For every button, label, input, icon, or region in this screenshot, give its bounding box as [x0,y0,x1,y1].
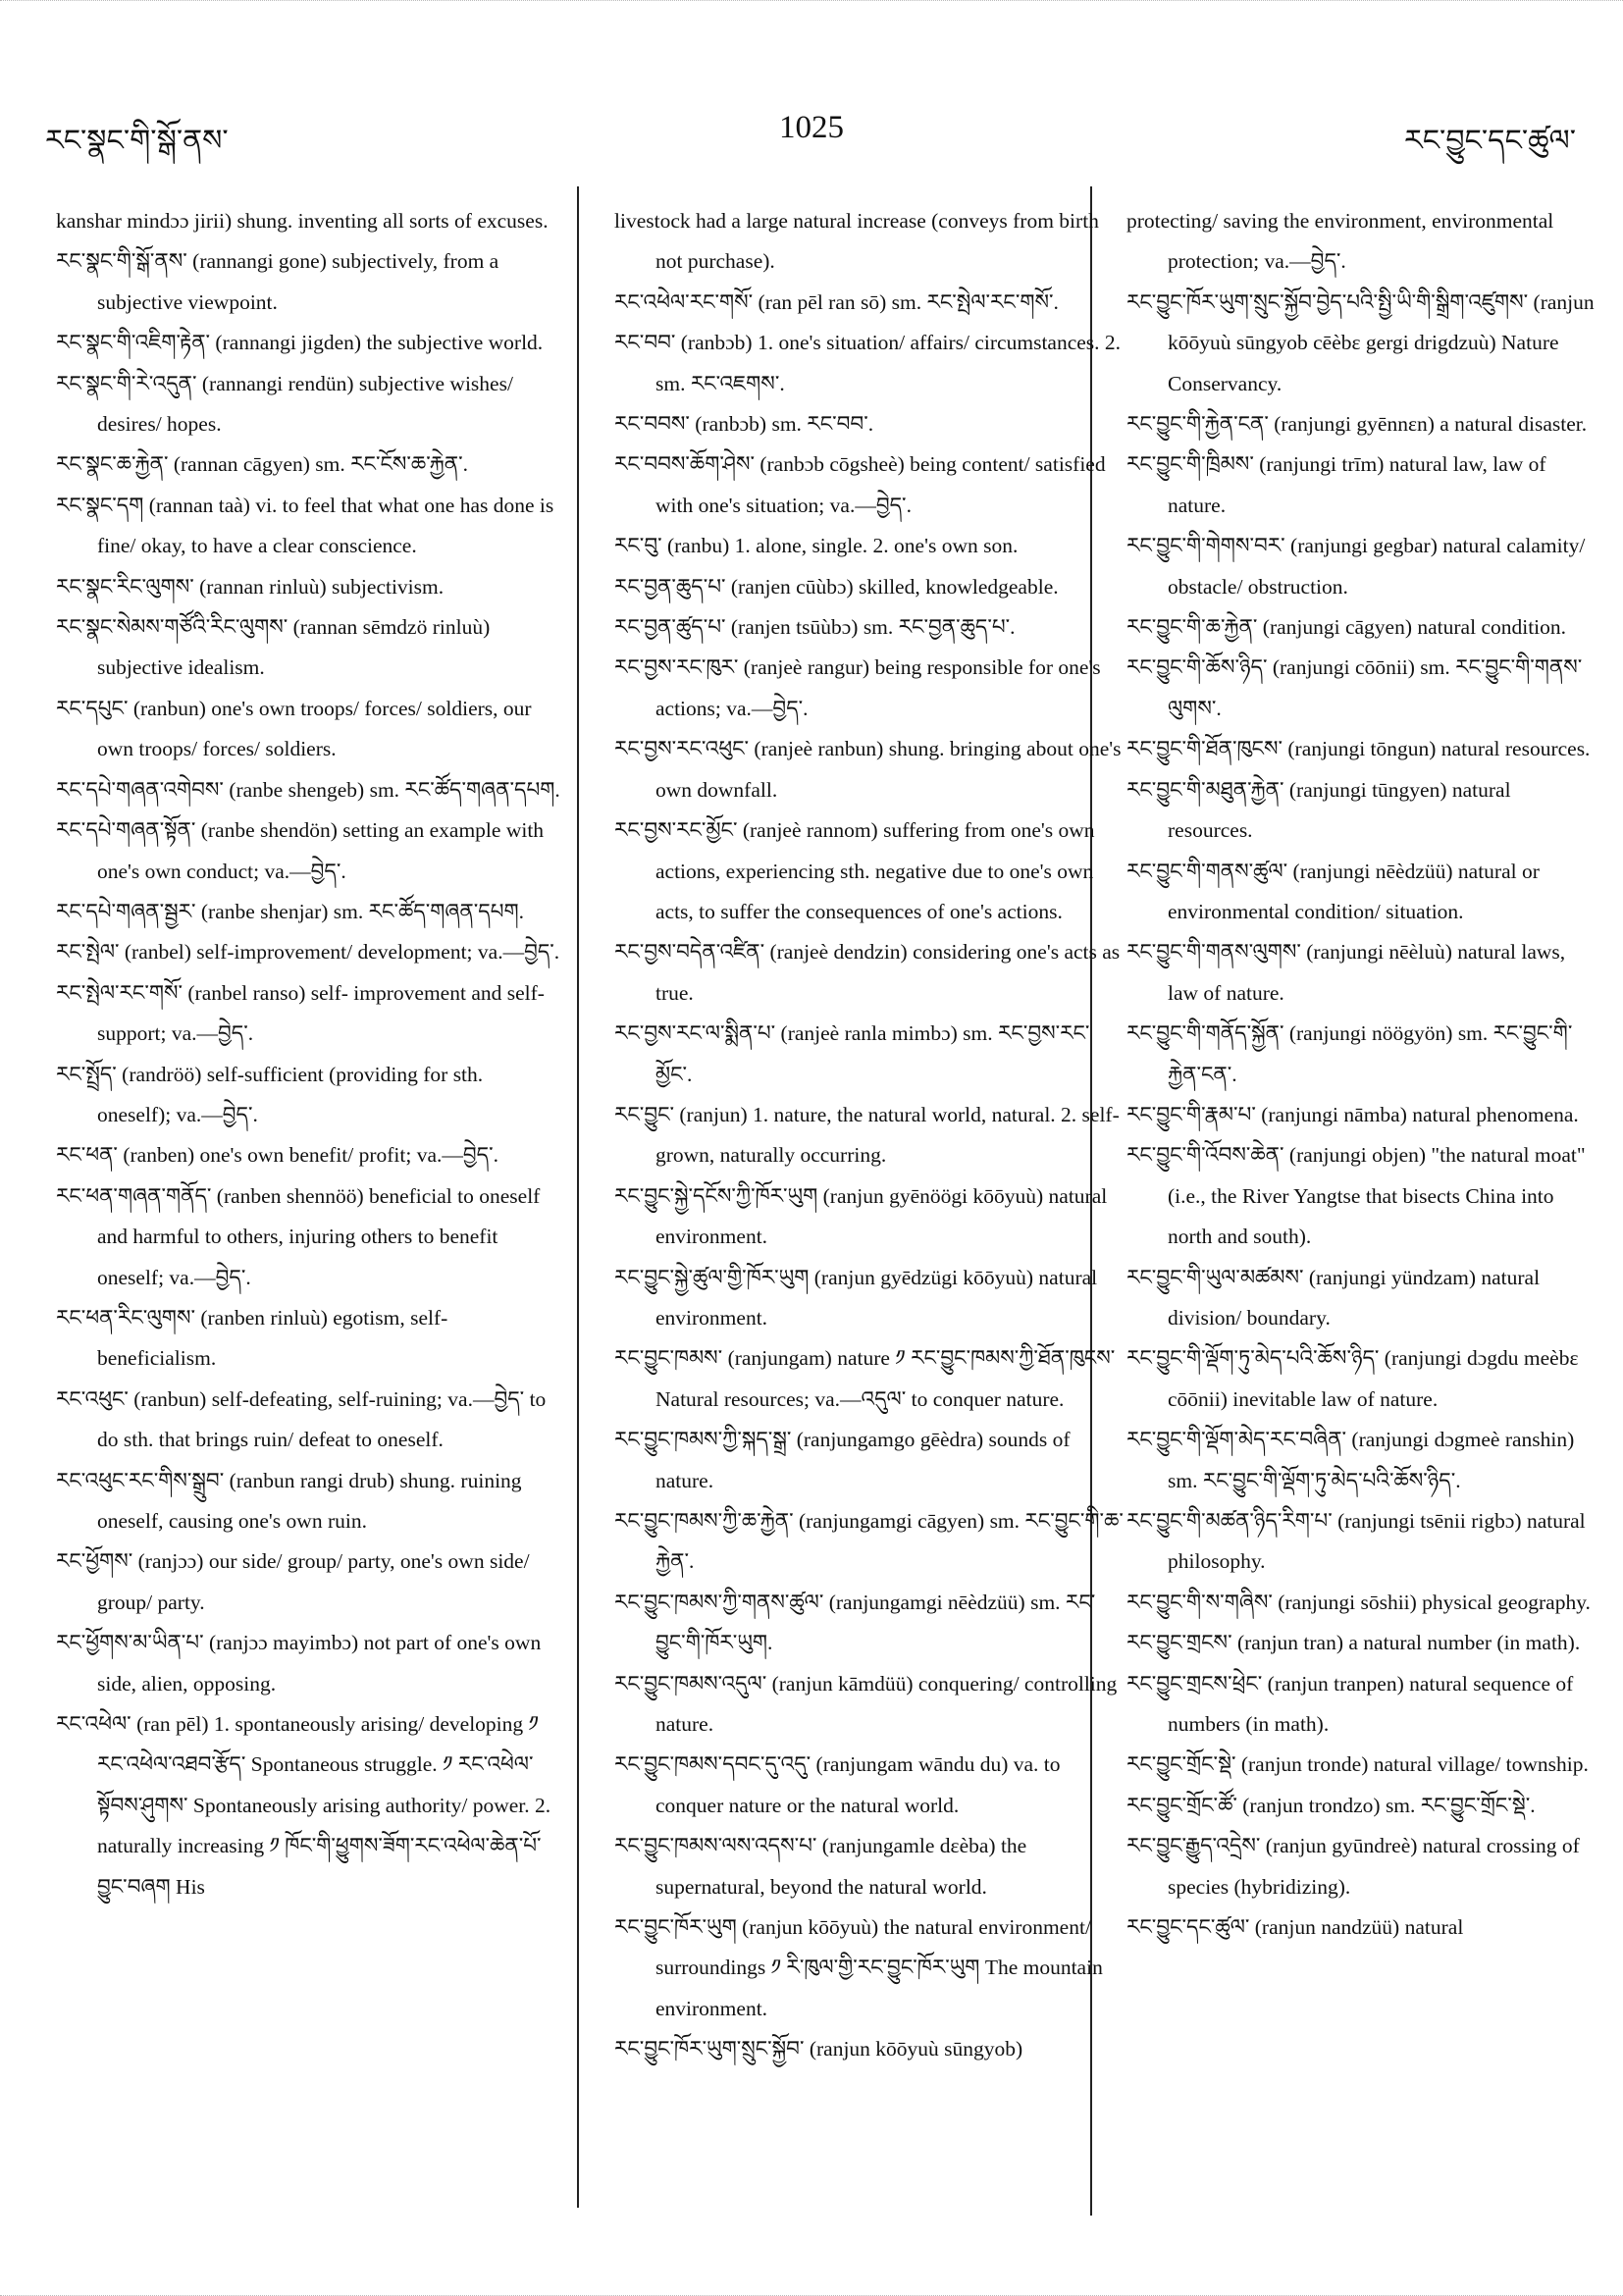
dictionary-entry: རང་སྤྲོད་ (randröö) self-sufficient (providing for sth. oneself); va.—བྱེད་. [56,1062,484,1126]
dictionary-entry: protecting/ saving the environment, environmental protection; va.—བྱེད་. [1126,209,1554,274]
dictionary-entry: རང་བྱུང་གི་གེགས་བར་ (ranjungi gegbar) natural calamity/ obstacle/ obstruction. [1126,534,1586,599]
column-left [56,201,561,1907]
dictionary-entry: རང་བྱུང་གི་རྐྱེན་ངན་ (ranjungi gyēnnɛn) a natural disaster. [1126,412,1588,437]
dictionary-entry: རང་བྱུང་གྲོང་ཚོ་ (ranjun trondzo) sm. རང་བྱུང་གྲོང་སྡེ་. [1126,1793,1536,1817]
dictionary-entry: རང་བྱུང་གི་གནོད་སྐྱོན་ (ranjungi nöögyön) sm. རང་བྱུང་གི་རྐྱེན་ངན་. [1126,1021,1573,1086]
dictionary-entry: རང་ཕན་ (ranben) one's own benefit/ profit; va.—བྱེད་. [56,1143,499,1168]
dictionary-entry: livestock had a large natural increase (conveys from birth not purchase). [614,209,1099,274]
dictionary-entry: རང་བྱུང་ཁམས་དབང་དུ་འདུ་ (ranjungam wāndu du) va. to conquer nature or the natural world. [614,1752,1061,1817]
dictionary-entry: རང་བབས་ཆོག་ཤེས་ (ranbɔb cōgsheè) being content/ satisfied with one's situation; va.—བྱེད་. [614,452,1106,517]
dictionary-entry: རང་ཕྱོགས་ (ranjɔɔ) our side/ group/ party, one's own side/ group/ party. [56,1549,530,1614]
dictionary-entry: རང་བྱུང་ (ranjun) 1. nature, the natural world, natural. 2. self-grown, naturally occurring. [614,1102,1120,1168]
left-guide-word: རང་སྣང་གི་སྒོ་ནས་ [45,124,229,158]
dictionary-entry: རང་བྱུང་གྲངས་ཕྲེང་ (ranjun tranpen) natural sequence of numbers (in math). [1126,1671,1574,1737]
dictionary-entry: རང་བྱན་ཚུད་པ་ (ranjen tsūùbɔ) sm. རང་བྱན་ཆུད་པ་. [614,615,1016,640]
dictionary-entry: རང་འཕེལ་ (ran pēl) 1. spontaneously arising/ developing ༡ རང་འཕེལ་འཐབ་རྩོད་ Spontaneous struggle. ༡ རང་འཕེལ་སྟོབས་ཤུགས་ Spontaneously arising authority/ power. 2. naturally increasing ༡ ཁོང་གི་ཕྱུགས་ཟོག་རང་འཕེལ་ཆེན་པོ་བྱུང་བཞག His [56,1712,551,1899]
dictionary-entry: རང་སྣང་སེམས་གཙོའི་རིང་ལུགས་ (rannan sēmdzö rinluù) subjective idealism. [56,615,491,680]
dictionary-entry: རང་བྱུང་གི་ཡུལ་མཚམས་ (ranjungi yündzam) natural division/ boundary. [1126,1265,1541,1330]
column-right [1126,201,1599,1948]
dictionary-entry: རང་དཔུང་ (ranbun) one's own troops/ forces/ soldiers, our own troops/ forces/ soldiers. [56,696,532,761]
dictionary-entry: kanshar mindɔɔ jirii) shung. inventing all sorts of excuses. [56,209,549,233]
dictionary-entry: རང་བྱུང་གི་ཆ་རྐྱེན་ (ranjungi cāgyen) natural condition. [1126,615,1567,640]
dictionary-entry: རང་ཕན་གཞན་གནོད་ (ranben shennöö) beneficial to oneself and harmful to others, injuring others to benefit oneself; va.—བྱེད་. [56,1183,541,1289]
dictionary-entry: རང་སྣང་གི་འཇིག་རྟེན་ (rannangi jigden) the subjective world. [56,331,544,355]
column-divider-1 [577,186,579,2208]
dictionary-entry: རང་བྱུང་གྲངས་ (ranjun tran) a natural number (in math). [1126,1631,1581,1655]
dictionary-entry: རང་བྱུང་གི་མཐུན་རྐྱེན་ (ranjungi tūngyen) natural resources. [1126,777,1511,843]
top-edge-marks [0,0,1623,13]
dictionary-entry: རང་བྱུང་ཁམས་ལས་འདས་པ་ (ranjungamle dɛèba) the supernatural, beyond the natural world. [614,1834,1027,1899]
dictionary-entry: རང་ཕྱོགས་མ་ཡིན་པ་ (ranjɔɔ mayimbɔ) not part of one's own side, alien, opposing. [56,1631,542,1696]
dictionary-entry: རང་ཕན་རིང་ལུགས་ (ranben rinluù) egotism, self-beneficialism. [56,1305,448,1371]
page-number: 1025 [779,110,844,145]
dictionary-entry: རང་བྱུང་གི་གནས་ཚུལ་ (ranjungi nēèdzüü) natural or environmental condition/ situation. [1126,859,1540,923]
dictionary-entry: རང་བྱས་རང་ལ་སྨིན་པ་ (ranjeè ranla mimbɔ) sm. རང་བྱས་རང་མྱོང་. [614,1021,1090,1086]
dictionary-entry: རང་སྣང་རིང་ལུགས་ (rannan rinluù) subjectivism. [56,574,445,599]
dictionary-entry: རང་བྱས་བདེན་འཛིན་ (ranjeè dendzin) considering one's acts as true. [614,940,1121,1005]
dictionary-entry: རང་བྱུང་ཁོར་ཡུག (ranjun kōōyuù) the natural environment/ surroundings ༡ རི་ཁུལ་གྱི་རང་བྱུང་ཁོར་ཡུག The mountain environment. [614,1915,1103,2020]
dictionary-entry: རང་བྱུང་ཁམས་ཀྱི་སྐད་སྒྲ་ (ranjungamgo gēèdra) sounds of nature. [614,1428,1071,1492]
bottom-edge-marks [0,2285,1623,2296]
dictionary-entry: རང་བྱུང་ཁོར་ཡུག་སྲུང་སྐྱོབ་ (ranjun kōōyuù sūngyob) [614,2037,1023,2061]
dictionary-entry: རང་བྱུང་ཁོར་ཡུག་སྲུང་སྐྱོབ་བྱེད་པའི་སྤྱི་ཡི་གི་སྒྲིག་འཛུགས་ (ranjun kōōyuù sūngyob cēèbɛ gergi drigdzuù) Nature Conservancy. [1126,289,1595,395]
dictionary-entry: རང་སྣང་གི་རེ་འདུན་ (rannangi rendün) subjective wishes/ desires/ hopes. [56,371,513,437]
dictionary-entry: རང་བྱུང་གི་འོབས་ཆེན་ (ranjungi objen) "the natural moat" (i.e., the River Yangtse that bisects China into north and south). [1126,1143,1586,1249]
dictionary-entry: རང་བྱུང་གི་མཚན་ཉིད་རིག་པ་ (ranjungi tsēnii rigbɔ) natural philosophy. [1126,1509,1586,1574]
dictionary-entry: རང་བྱུང་སྐྱེ་ཚུལ་གྱི་ཁོར་ཡུག (ranjun gyēdzügi kōōyuù) natural environment. [614,1265,1098,1330]
dictionary-entry: རང་བྱུང་གི་ལྡོག་མེད་རང་བཞིན་ (ranjungi dɔgmeè ranshin) sm. རང་བྱུང་གི་ལྡོག་ཏུ་མེད་པའི་ཆོས་ཉིད་. [1126,1428,1575,1492]
dictionary-entry: རང་བྱུང་སྐྱེ་དངོས་ཀྱི་ཁོར་ཡུག (ranjun gyēnöögi kōōyuù) natural environment. [614,1183,1108,1249]
dictionary-entry: རང་འཕེལ་རང་གསོ་ (ran pēl ran sō) sm. རང་སྤེལ་རང་གསོ་. [614,289,1059,314]
dictionary-entry: རང་བབ་ (ranbɔb) 1. one's situation/ affairs/ circumstances. 2. sm. རང་འཇགས་. [614,331,1122,395]
dictionary-entry: རང་བྱུང་གྲོང་སྡེ་ (ranjun tronde) natural village/ township. [1126,1752,1589,1777]
dictionary-entry: རང་དཔེ་གཞན་སྦྱར་ (ranbe shenjar) sm. རང་ཚོད་གཞན་དཔག. [56,899,525,923]
dictionary-entry: རང་བྱས་རང་མྱོང་ (ranjeè rannom) suffering from one's own actions, experiencing sth. negative due to one's own acts, to suffer the consequences of one's actions. [614,818,1095,923]
dictionary-entry: རང་འཕུང་ (ranbun) self-defeating, self-ruining; va.—བྱེད་ to do sth. that brings ruin/ defeat to oneself. [56,1386,547,1452]
dictionary-entry: རང་བྱུང་ཁམས་ཀྱི་གནས་ཚུལ་ (ranjungamgi nēèdzüü) sm. རང་བྱུང་གི་ཁོར་ཡུག. [614,1590,1096,1655]
dictionary-entry: རང་བྱུང་གི་ཐོན་ཁུངས་ (ranjungi tōngun) natural resources. [1126,737,1591,761]
dictionary-entry: རང་བྱུང་གི་ས་གཞིས་ (ranjungi sōshii) physical geography. [1126,1590,1591,1614]
dictionary-entry: རང་སྣང་གི་སྒོ་ནས་ (rannangi gone) subjectively, from a subjective viewpoint. [56,249,499,314]
dictionary-entry: རང་བྱུང་ཁམས་ (ranjungam) nature ༡ རང་བྱུང་ཁམས་ཀྱི་ཐོན་ཁུངས་ Natural resources; va.—འདུལ་ to conquer nature. [614,1346,1116,1411]
dictionary-entry: རང་བྱུང་གི་གནས་ལུགས་ (ranjungi nēèluù) natural laws, law of nature. [1126,940,1566,1005]
dictionary-entry: རང་སྣང་ཆ་རྐྱེན་ (rannan cāgyen) sm. རང་ངོས་ཆ་རྐྱེན་. [56,452,469,477]
dictionary-entry: རང་དཔེ་གཞན་སྟོན་ (ranbe shendön) setting an example with one's own conduct; va.—བྱེད་. [56,818,545,883]
dictionary-entry: རང་བྱན་ཆུད་པ་ (ranjen cūùbɔ) skilled, knowledgeable. [614,574,1059,599]
dictionary-entry: རང་བྱས་རང་འཕུང་ (ranjeè ranbun) shung. bringing about one's own downfall. [614,737,1122,802]
dictionary-entry: རང་བབས་ (ranbɔb) sm. རང་བབ་. [614,412,874,437]
dictionary-entry: རང་བྱུང་ཁམས་འདུལ་ (ranjun kāmdüü) conquering/ controlling nature. [614,1671,1118,1737]
dictionary-entry: རང་བྱུང་རྒྱུད་འདྲེས་ (ranjun gyūndreè) natural crossing of species (hybridizing). [1126,1834,1580,1899]
dictionary-entry: རང་སྤེལ་ (ranbel) self-improvement/ development; va.—བྱེད་. [56,940,560,965]
right-guide-word: རང་བྱུང་དང་ཚུལ་ [1404,124,1576,158]
dictionary-entry: རང་བྱས་རང་ཁུར་ (ranjeè rangur) being responsible for one's actions; va.—བྱེད་. [614,655,1101,720]
dictionary-entry: རང་སྣང་དག (rannan taà) vi. to feel that what one has done is fine/ okay, to have a clear conscience. [56,493,554,558]
dictionary-entry: རང་སྤེལ་རང་གསོ་ (ranbel ranso) self- improvement and self-support; va.—བྱེད་. [56,980,545,1046]
dictionary-entry: རང་བྱུང་ཁམས་ཀྱི་ཆ་རྐྱེན་ (ranjungamgi cāgyen) sm. རང་བྱུང་གི་ཆ་རྐྱེན་. [614,1509,1124,1574]
dictionary-entry: རང་འཕུང་རང་གིས་སྒྲུབ་ (ranbun rangi drub) shung. ruining oneself, causing one's own ruin. [56,1468,522,1533]
dictionary-entry: རང་བྱུང་གི་ལྡོག་ཏུ་མེད་པའི་ཆོས་ཉིད་ (ranjungi dɔgdu meèbɛ cōōnii) inevitable law of nature. [1126,1346,1579,1411]
dictionary-entry: རང་བུ་ (ranbu) 1. alone, single. 2. one's own son. [614,534,1019,558]
column-middle [614,201,1125,2070]
dictionary-entry: རང་བྱུང་གི་ཆོས་ཉིད་ (ranjungi cōōnii) sm. རང་བྱུང་གི་གནས་ལུགས་. [1126,655,1583,720]
dictionary-entry: རང་བྱུང་གི་ཁྲིམས་ (ranjungi trīm) natural law, law of nature. [1126,452,1546,517]
dictionary-entry: རང་དཔེ་གཞན་འགེབས་ (ranbe shengeb) sm. རང་ཚོད་གཞན་དཔག. [56,777,560,802]
dictionary-entry: རང་བྱུང་དང་ཚུལ་ (ranjun nandzüü) natural [1126,1915,1464,1940]
dictionary-entry: རང་བྱུང་གི་རྣམ་པ་ (ranjungi nāmba) natural phenomena. [1126,1102,1579,1126]
